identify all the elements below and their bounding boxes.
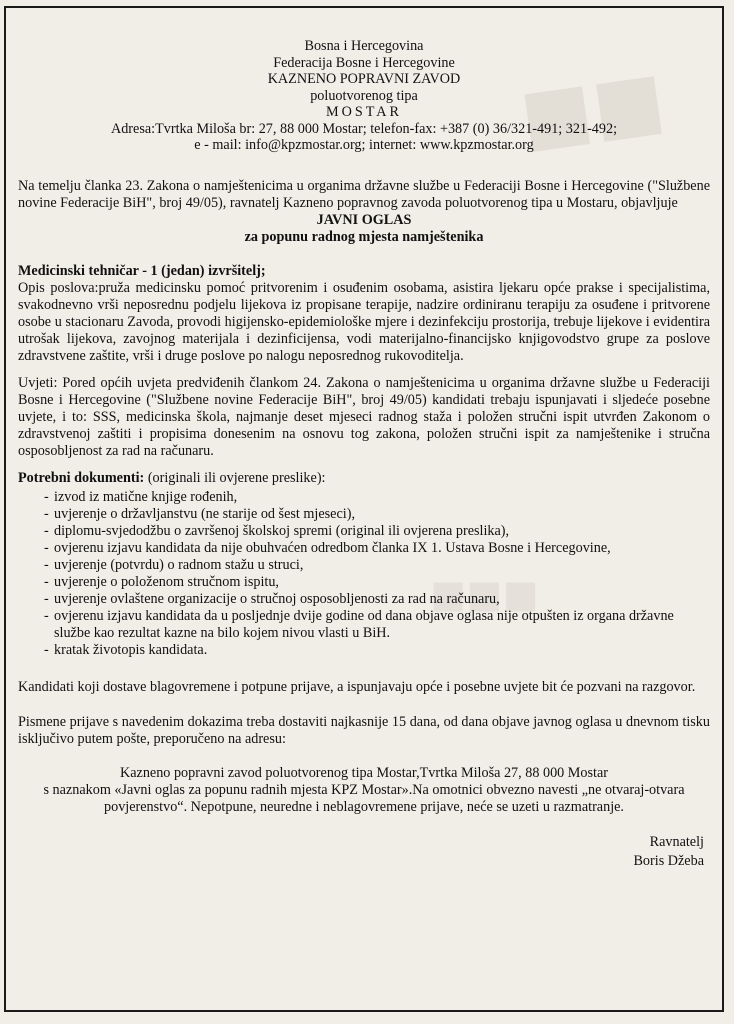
documents-heading: Potrebni dokumenti:: [18, 469, 145, 486]
job-description: Opis poslova:pruža medicinsku pomoć pritvorenim i osuđenim osobama, asistira ljekaru opće prakse i specijalistima, svakodnevno vrši neposrednu podjelu lijekova iz propisane terapije, nadzire ordiniranu terapiju za osuđene i pritvorene osobe u stacionaru Zavoda, provodi higijensko-epidemiološke mjere i dezinfekciju prostorija, trebuje lijekove i evidentira utrošak lijekova, zavojnog materijala i dezinficijensa, vodi materijalno-financijsko knjigovodstvo grupe za poslove zdravstvene zaštite, vrši i druge poslove po nalogu neposrednog rukovoditelja.: [18, 279, 710, 364]
position-heading: Medicinski tehničar - 1 (jedan) izvršitelj;: [18, 262, 266, 279]
federation-line: Federacija Bosne i Hercegovine: [273, 54, 455, 71]
announcement-title: JAVNI OGLAS: [316, 211, 412, 228]
institution-name: KAZNENO POPRAVNI ZAVOD: [267, 71, 461, 87]
signatory-role: Ravnatelj: [649, 833, 704, 850]
interview-paragraph: Kandidati koji dostave blagovremene i potpune prijave, a ispunjavaju opće i posebne uvjete bit će pozvani na razgovor.: [18, 678, 696, 695]
letterhead: [18, 38, 710, 154]
list-item: - ovjerenu izjavu kandidata da nije obuhvaćen odredbom članka IX 1. Ustava Bosne i Hercegovine,: [44, 540, 710, 557]
mailing-address: Kazneno popravni zavod poluotvorenog tipa Mostar,Tvrtka Miloša 27, 88 000 Mostar: [119, 764, 608, 781]
list-item: - uvjerenje ovlaštene organizacije o stručnoj osposobljenosti za rad na računaru,: [44, 591, 710, 608]
mailing-instructions: s naznakom «Javni oglas za popunu radnih mjesta KPZ Mostar».Na omotnici obvezno navesti „ne otvaraj-otvara povjerenstvo“. Nepotpune, neuredne i neblagovremene prijave, neće se uzeti u razmatranje.: [43, 781, 685, 815]
list-item: - diplomu-svjedodžbu o završenoj školskoj spremi (original ili ovjerena preslika),: [44, 523, 710, 540]
bleed-through-shape: ■■: [511, 32, 674, 186]
city-name: MOSTAR: [326, 104, 402, 120]
list-item: - uvjerenje (potvrdu) o radnom stažu u struci,: [44, 557, 710, 574]
institution-type: poluotvorenog tipa: [310, 87, 418, 104]
conditions-paragraph: Uvjeti: Pored općih uvjeta predviđenih člankom 24. Zakona o namještenicima u organima državne službe u Federaciji Bosne i Hercegovine ("Službene novine Federacije BiH", broj 49/05) kandidati trebaju ispunjavati i sljedeće posebne uvjete, i to: SSS, medicinska škola, najmanje deset mjeseci radnog staža i položen stručni ispit utvrđen Zakonom o zdravstvenoj zaštiti i propisima donesenim na osnovu tog zakona, položen stručni ispit za namještenike i stručna osposobljenost za rad na računaru.: [18, 374, 710, 459]
list-item: - izvod iz matične knjige rođenih,: [44, 489, 710, 506]
documents-section: [18, 470, 710, 659]
list-item: - ovjerenu izjavu kandidata da u posljednje dvije godine od dana objave oglasa nije otpušten iz organa državne službe kao rezultat kazne na bilo kojem nivou vlasti u BiH.: [44, 608, 710, 642]
documents-note: (originali ili ovjerene preslike):: [144, 469, 326, 486]
signature-block: [18, 833, 710, 871]
intro-paragraph: Na temelju članka 23. Zakona o namještenicima u organima državne službe u Federaciji Bosne i Hercegovine ("Službene novine Federacije BiH", broj 49/05), ravnatelj Kazneno popravnog zavoda poluotvorenog tipa u Mostaru, objavljuje: [18, 177, 710, 211]
address-line: Adresa:Tvrtka Miloša br: 27, 88 000 Mostar; telefon-fax: +387 (0) 36/321-491; 321-492;: [110, 120, 618, 137]
bleed-through-shape: ■■■: [430, 561, 539, 628]
documents-list: [18, 489, 710, 659]
document-body: [18, 38, 710, 871]
announcement-subtitle: za popunu radnog mjesta namještenika: [244, 228, 484, 245]
list-item: - uvjerenje o položenom stručnom ispitu,: [44, 574, 710, 591]
submission-paragraph: Pismene prijave s navedenim dokazima treba dostaviti najkasnije 15 dana, od dana objave javnog oglasa u dnevnom tisku isključivo putem pošte, preporučeno na adresu:: [18, 713, 710, 747]
signatory-name: Boris Džeba: [633, 852, 704, 869]
list-item: - kratak životopis kandidata.: [44, 642, 710, 659]
country-line: Bosna i Hercegovina: [304, 38, 424, 54]
list-item: - uvjerenje o državljanstvu (ne starije od šest mjeseci),: [44, 506, 710, 523]
contact-line: e - mail: info@kpzmostar.org; internet: www.kpzmostar.org: [194, 137, 534, 153]
